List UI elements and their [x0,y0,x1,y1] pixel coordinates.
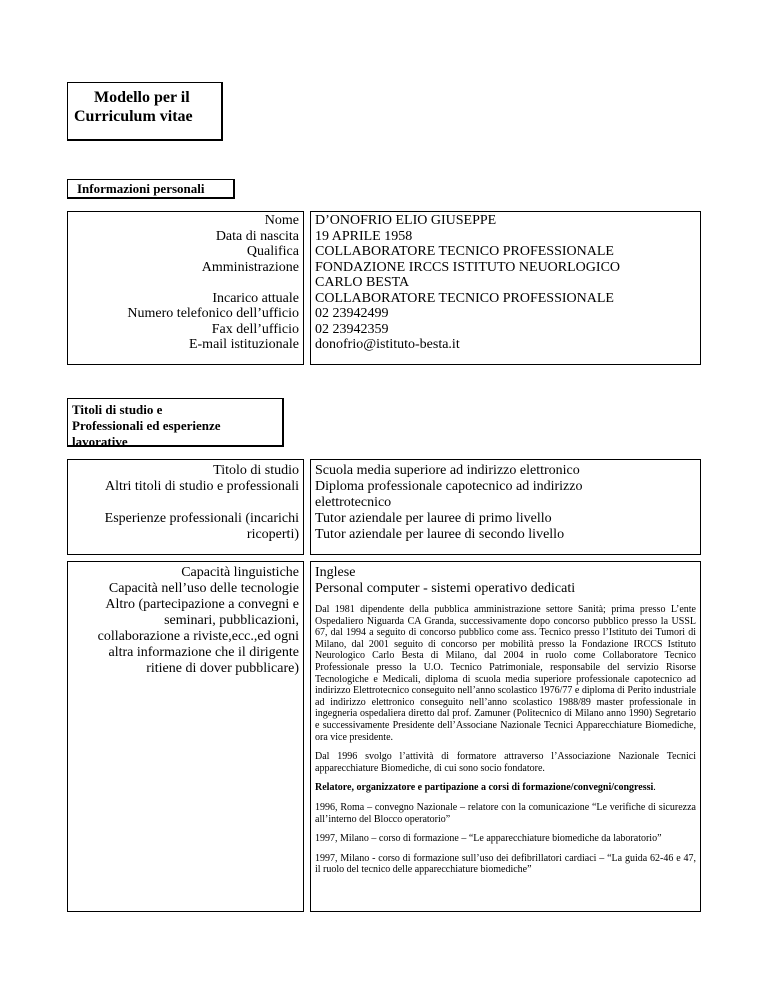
studies-label: Altri titoli di studio e professionali [104,479,299,494]
personal-value: D’ONOFRIO ELIO GIUSEPPE [315,213,497,228]
personal-value: 02 23942499 [315,306,389,321]
personal-value: FONDAZIONE IRCCS ISTITUTO NEUORLOGICO [315,259,621,275]
personal-value: CARLO BESTA [315,275,410,290]
trainer-paragraph: Dal 1996 svolgo l’attività di formatore attraverso l’Associazione Nazionale Tecnici apparecchiature Biomediche, di cui sono socio fondatore. [315,751,696,774]
cv-title-line1: Modello per il [94,89,190,106]
personal-value: 02 23942359 [315,321,389,337]
activity-item: 1996, Roma – convegno Nazionale – relatore con la comunicazione “Le verifiche di sicurezza all’interno del Blocco operatorio” [315,801,696,825]
other-label: collaborazione a riviste,ecc.,ed ogni [97,629,299,644]
personal-labels-cell [67,211,304,365]
studies-label: Titolo di studio [213,463,299,478]
studies-value: Scuola media superiore ad indirizzo elettronico [315,463,580,478]
studies-label [68,495,299,511]
other-label: altra informazione che il dirigente [108,645,299,660]
studies-value: Tutor aziendale per lauree di primo livello [315,511,552,526]
personal-value: donofrio@istituto-besta.it [315,337,460,352]
studies-value: elettrotecnico [315,495,392,510]
studies-value: Tutor aziendale per lauree di secondo livello [315,527,565,542]
personal-value: COLLABORATORE TECNICO PROFESSIONALE [315,244,614,259]
personal-label: E-mail istituzionale [188,337,299,352]
personal-label: Amministrazione [201,259,299,275]
cv-title-line2: Curriculum vitae [74,108,193,125]
personal-label: Nome [264,213,299,228]
career-paragraph: Dal 1981 dipendente della pubblica amministrazione settore Sanità; prima presso L’ente Ospedaliero Niguarda CA Granda, successivamente dopo concorso pubblico presso la USSL 67, dal 1994 a seguito di concorso pubblico come ass. Tecnico presso l’Istituto dei Tumori di Milano, dal 2001 seguito di concorso per mobilità presso la Fondazione IRCCS Istituto Neurologico Carlo Besta di Milano, dal 2004 in ruolo come Collaboratore Tecnico Professionale presso la U.O. Tecnico Patrimoniale, responsabile del servizio Risorse Tecnologiche e Medicali, diploma di scuola media superiore professionale capotecnico ad indirizzo Elettrotecnico conseguito nell’anno scolastico 1976/77 e diploma di Perito industriale ad indirizzo elettronico conseguito nell’anno scolastico 1988/89 master professionale in ingegneria ospedaliera diretto dal prof. Zamuner (Politecnico di Milano anno 1990) Segretario e successivamente Presidente dell’Associane Nazionale Tecnici Apparecchiature Biomediche, ora vice presidente. [315,604,697,743]
personal-label: Data di nascita [215,228,299,244]
section-studies-line2: Professionali ed esperienze [72,418,221,433]
personal-values-cell [310,211,701,365]
activity-item: 1997, Milano – corso di formazione – “Le apparecchiature biomediche da laboratorio” [315,833,662,845]
studies-values-cell [310,459,701,555]
studies-label: ricoperti) [246,527,299,542]
other-labels-cell [67,561,304,912]
other-values-cell [310,561,701,912]
section-studies-line1: Titoli di studio e [72,402,163,417]
studies-value: Diploma professionale capotecnico ad indirizzo [315,479,583,494]
section-personal-heading: Informazioni personali [67,179,235,199]
other-label: ritiene di dover pubblicare) [146,661,299,676]
technologies-value: Personal computer - sistemi operativo dedicati [315,581,576,596]
cv-title-box [67,82,223,141]
other-label: Altro (partecipazione a convegni e [105,597,299,612]
section-studies-line3: lavorative [72,434,128,449]
personal-value: COLLABORATORE TECNICO PROFESSIONALE [315,290,614,306]
other-label: Capacità linguistiche [181,565,299,580]
other-label: Capacità nell’uso delle tecnologie [108,581,299,596]
studies-labels-cell [67,459,304,555]
personal-label: Qualifica [246,244,299,259]
personal-value: 19 APRILE 1958 [315,228,413,244]
other-label: seminari, pubblicazioni, [164,613,299,628]
personal-label: Fax dell’ufficio [211,321,299,337]
languages-value: Inglese [315,565,356,580]
personal-label: Numero telefonico dell’ufficio [127,306,299,321]
activity-item: 1997, Milano - corso di formazione sull’uso dei defibrillatori cardiaci – “La guida 62-46 e 47, il ruolo del tecnico delle apparecchiature biomediche” [315,852,696,876]
personal-label [68,275,299,291]
personal-label: Incarico attuale [212,290,299,306]
section-studies-heading [67,398,284,447]
studies-label: Esperienze professionali (incarichi [104,511,299,526]
activities-heading: Relatore, organizzatore e partipazione a corsi di formazione/convegni/congressi. [315,782,656,794]
